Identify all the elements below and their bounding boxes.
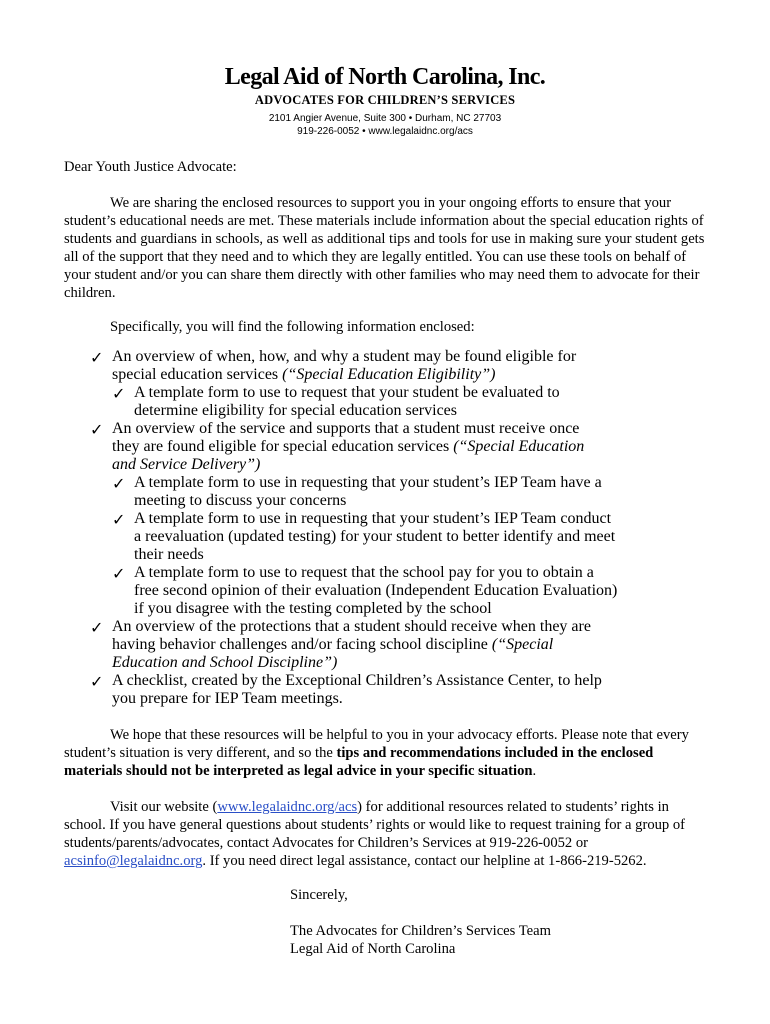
org-suffix: , Inc. [497, 64, 546, 90]
salutation: Dear Youth Justice Advocate: [64, 159, 237, 175]
list-item: ✓ An overview of when, how, and why a student may be found eligible for special education services (“Special Education Eligibility”) [90, 348, 577, 383]
closing: Sincerely, [290, 887, 348, 903]
list-item: ✓ A template form to use to request that your student be evaluated to determine eligibility for special education services [112, 384, 560, 419]
website-link[interactable]: www.legalaidnc.org/acs [217, 799, 358, 815]
intro-paragraph: We are sharing the enclosed resources to support you in your ongoing efforts to ensure that your student’s educational needs are met. These materials include information about the special education rights of students and guardians in schools, as well as additional tips and tools for use in making sure your student gets all of the support that they need and to which they are legally entitled. You can use these tools on behalf of your student and/or you can share them directly with other families who may need them to advocate for their children. [64, 195, 705, 301]
list-intro: Specifically, you will find the following information enclosed: [110, 319, 475, 335]
checkmark-icon: ✓ [112, 566, 126, 583]
list-item: ✓ An overview of the protections that a student should receive when they are having behavior challenges and/or facing school discipline (“Special Education and School Discipline”) [90, 618, 591, 671]
department-name: ADVOCATES FOR CHILDREN’S SERVICES [254, 93, 516, 107]
checkmark-icon: ✓ [112, 386, 126, 403]
signature-team: The Advocates for Children’s Services Team [290, 923, 551, 939]
list-item: ✓ An overview of the service and supports that a student must receive once they are found eligible for special education services (“Special Education and Service Delivery”) [90, 420, 585, 473]
contact-line: 919-226-0052 • www.legalaidnc.org/acs [297, 126, 473, 137]
website-paragraph: Visit our website (www.legalaidnc.org/acs) for additional resources related to students’ rights in school. If you have general questions about students’ rights or would like to request training for a group of students/parents/advocates, contact Advocates for Children’s Services at 919-226-0052 or acsinfo@legalaidnc.org. If you need direct legal assistance, contact our helpline at 1-866-219-5262. [64, 799, 686, 869]
address-line: 2101 Angier Avenue, Suite 300 • Durham, NC 27703 [268, 113, 502, 124]
org-name: Legal Aid of North Carolina [224, 64, 498, 90]
letterhead-title [0, 64, 770, 91]
list-item: ✓ A template form to use in requesting that your student’s IEP Team have a meeting to discuss your concerns [112, 474, 602, 509]
signature-org: Legal Aid of North Carolina [290, 941, 456, 957]
list-item: ✓ A template form to use in requesting that your student’s IEP Team conduct a reevaluation (updated testing) for your student to better identify and meet their needs [112, 510, 616, 563]
checkmark-icon: ✓ [90, 422, 104, 439]
checkmark-icon: ✓ [112, 476, 126, 493]
hope-paragraph: We hope that these resources will be helpful to you in your advocacy efforts. Please note that every student’s situation is very different, and so the tips and recommendations included in the enclosed materials should not be interpreted as legal advice in your specific situation. [64, 727, 689, 779]
list-item: ✓ A checklist, created by the Exceptional Children’s Assistance Center, to help you prepare for IEP Team meetings. [90, 672, 602, 707]
checkmark-icon: ✓ [90, 620, 104, 637]
checkmark-icon: ✓ [90, 674, 104, 691]
list-item: ✓ A template form to use to request that the school pay for you to obtain a free second opinion of their evaluation (Independent Education Evaluation) if you disagree with the testing completed by the school [112, 564, 618, 617]
checkmark-icon: ✓ [90, 350, 104, 367]
checkmark-icon: ✓ [112, 512, 126, 529]
email-link[interactable]: acsinfo@legalaidnc.org [64, 853, 203, 869]
